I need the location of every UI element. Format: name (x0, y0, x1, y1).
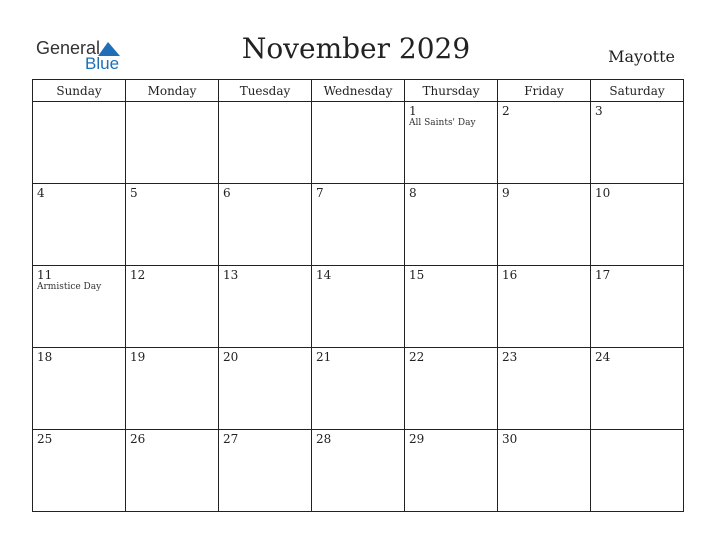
day-cell (33, 430, 126, 512)
day-cell (33, 102, 126, 184)
day-number: 4 (37, 186, 45, 200)
day-number: 18 (37, 350, 53, 364)
day-number: 21 (316, 350, 332, 364)
day-number: 13 (223, 268, 239, 282)
day-cell (219, 266, 312, 348)
calendar-grid (32, 79, 684, 512)
day-cell (126, 348, 219, 430)
day-number: 15 (409, 268, 425, 282)
day-cell (591, 266, 684, 348)
day-number: 23 (502, 350, 518, 364)
day-number: 30 (502, 432, 518, 446)
day-cell (219, 430, 312, 512)
day-cell (126, 102, 219, 184)
weekday-header: Saturday (591, 80, 684, 102)
day-cell (33, 184, 126, 266)
day-number: 10 (595, 186, 611, 200)
day-cell (126, 430, 219, 512)
day-number: 7 (316, 186, 324, 200)
week-row (33, 184, 684, 266)
day-number: 11 (37, 268, 53, 282)
day-cell (591, 184, 684, 266)
day-cell (312, 430, 405, 512)
day-number: 26 (130, 432, 146, 446)
day-cell (219, 184, 312, 266)
day-cell (405, 184, 498, 266)
day-number: 3 (595, 104, 603, 118)
day-number: 2 (502, 104, 510, 118)
week-row (33, 266, 684, 348)
day-cell (591, 348, 684, 430)
day-number: 19 (130, 350, 146, 364)
week-row (33, 430, 684, 512)
day-cell (498, 430, 591, 512)
day-number: 25 (37, 432, 53, 446)
day-cell (33, 348, 126, 430)
day-cell (498, 266, 591, 348)
weekday-header: Monday (126, 80, 219, 102)
day-number: 24 (595, 350, 611, 364)
week-row (33, 348, 684, 430)
day-number: 17 (595, 268, 611, 282)
day-cell (498, 184, 591, 266)
weekday-header: Thursday (405, 80, 498, 102)
day-number: 20 (223, 350, 239, 364)
day-cell (219, 102, 312, 184)
day-cell (591, 430, 684, 512)
holiday-label: Armistice Day (37, 282, 102, 292)
day-number: 28 (316, 432, 332, 446)
day-cell (219, 348, 312, 430)
day-cell (405, 102, 498, 184)
day-number: 16 (502, 268, 518, 282)
day-cell (33, 266, 126, 348)
logo-general-text: General (36, 38, 101, 58)
weekday-header: Tuesday (219, 80, 312, 102)
logo-blue-text: Blue (85, 54, 120, 73)
day-number: 14 (316, 268, 332, 282)
weekday-header: Wednesday (312, 80, 405, 102)
day-cell (312, 348, 405, 430)
page-title: November 2029 (241, 32, 471, 65)
day-number: 12 (130, 268, 146, 282)
day-number: 5 (130, 186, 138, 200)
day-cell (591, 102, 684, 184)
day-cell (405, 430, 498, 512)
holiday-label: All Saints' Day (409, 118, 476, 128)
day-cell (405, 266, 498, 348)
day-number: 6 (223, 186, 231, 200)
day-number: 1 (409, 104, 417, 118)
day-number: 9 (502, 186, 510, 200)
day-number: 22 (409, 350, 425, 364)
day-cell (405, 348, 498, 430)
day-number: 29 (409, 432, 425, 446)
day-number: 8 (409, 186, 417, 200)
week-row (33, 102, 684, 184)
day-cell (498, 102, 591, 184)
day-cell (126, 184, 219, 266)
day-cell (498, 348, 591, 430)
weekday-header: Friday (498, 80, 591, 102)
weekday-header-row (33, 80, 684, 102)
day-number: 27 (223, 432, 239, 446)
country-name: Mayotte (608, 47, 675, 66)
day-cell (312, 102, 405, 184)
day-cell (312, 184, 405, 266)
weekday-header: Sunday (33, 80, 126, 102)
day-cell (312, 266, 405, 348)
day-cell (126, 266, 219, 348)
